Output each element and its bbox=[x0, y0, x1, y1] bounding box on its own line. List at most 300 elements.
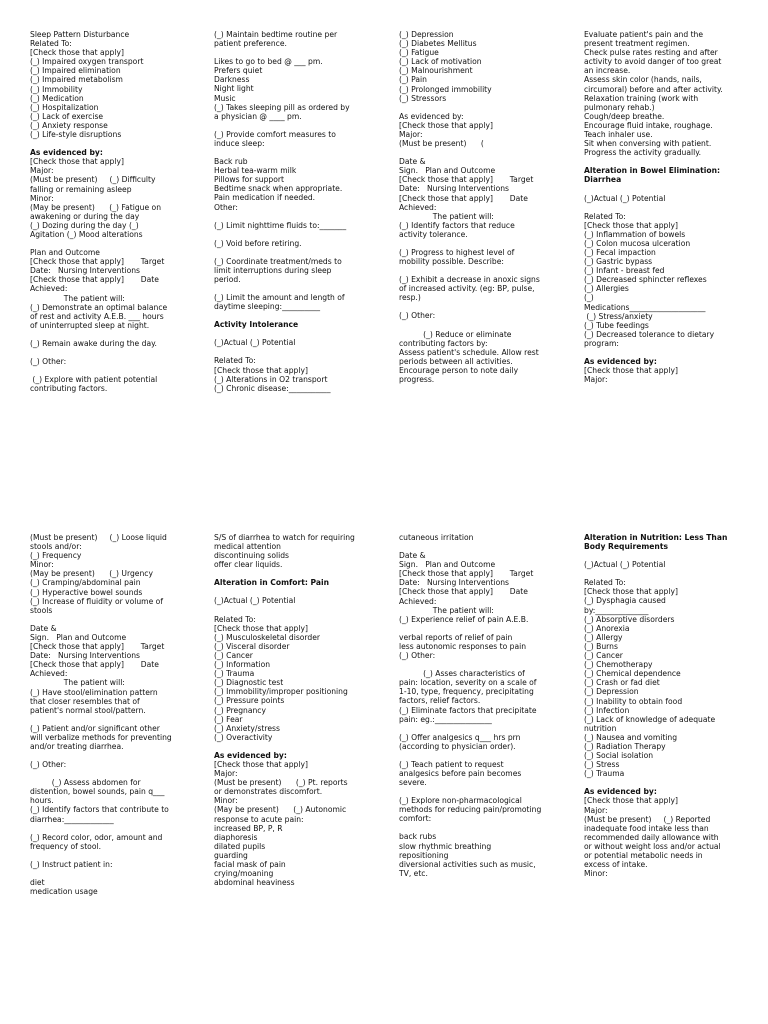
text-line: The patient will: bbox=[30, 293, 125, 303]
bottom-column-3 bbox=[399, 533, 577, 878]
top-column-2 bbox=[214, 30, 392, 393]
text-line: diversional activities such as music, bbox=[399, 859, 536, 869]
text-line: As evidenced by: bbox=[399, 111, 464, 121]
line-gap bbox=[30, 715, 208, 724]
text-line: or demonstrates discomfort. bbox=[214, 787, 323, 797]
text-line: (_) Impaired oxygen transport bbox=[30, 57, 144, 67]
line-gap bbox=[584, 569, 762, 578]
text-line: diet bbox=[30, 877, 45, 887]
text-line: (_) Stress/anxiety bbox=[584, 311, 653, 321]
text-line: (_) Pain bbox=[399, 75, 427, 85]
text-line: (_) Gastric bypass bbox=[584, 257, 653, 267]
line-gap bbox=[30, 615, 208, 624]
text-line: (_) Dozing during the day (_) bbox=[30, 220, 139, 230]
text-line: methods for reducing pain/promoting bbox=[399, 805, 542, 815]
text-line: inadequate food intake less than bbox=[584, 823, 709, 833]
text-line: (_) Identify factors that reduce bbox=[399, 220, 515, 230]
text-line: (_) Trauma bbox=[584, 769, 625, 779]
text-line: (_) Chemical dependence bbox=[584, 669, 681, 679]
text-line: discontinuing solids bbox=[214, 551, 289, 561]
line-gap bbox=[214, 311, 392, 320]
text-line: (_)Actual (_) Potential bbox=[214, 596, 296, 606]
text-line: by:______________ bbox=[584, 605, 649, 615]
text-line: As evidenced by: bbox=[30, 148, 103, 158]
line-gap bbox=[30, 769, 208, 778]
text-line: (_) Explore non-pharmacological bbox=[399, 796, 522, 806]
line-gap bbox=[399, 624, 577, 633]
text-line: progress. bbox=[399, 375, 435, 384]
text-line: (May be present) (_) Autonomic bbox=[214, 805, 347, 815]
text-line: pain: eg.:_______________ bbox=[399, 714, 492, 724]
text-line: Sign. Plan and Outcome bbox=[30, 632, 127, 642]
text-line: (_) Malnourishment bbox=[399, 66, 473, 76]
text-line: [Check those that apply] bbox=[214, 365, 308, 375]
text-line: (_) Pressure points bbox=[214, 696, 285, 706]
text-line: S/S of diarrhea to watch for requiring bbox=[214, 533, 355, 542]
text-line: circumoral) before and after activity. bbox=[584, 84, 723, 94]
line-gap bbox=[30, 824, 208, 833]
text-line: patient preference. bbox=[214, 39, 287, 49]
text-line: hours. bbox=[30, 796, 54, 806]
text-line: contributing factors by: bbox=[399, 338, 488, 348]
text-line: (_) Trauma bbox=[214, 669, 255, 679]
line-gap bbox=[584, 778, 762, 787]
text-line: Sign. Plan and Outcome bbox=[399, 166, 496, 176]
text-line: limit interruptions during sleep bbox=[214, 265, 332, 275]
line-gap bbox=[214, 48, 392, 57]
text-line: Achieved: bbox=[399, 202, 437, 212]
text-line: (_)Actual (_) Potential bbox=[214, 338, 296, 348]
text-line: [Check those that apply] bbox=[30, 157, 124, 167]
text-line: Major: bbox=[584, 805, 608, 815]
text-line: (_) Musculoskeletal disorder bbox=[214, 632, 321, 642]
text-line: (_) Remain awake during the day. bbox=[30, 338, 157, 348]
line-gap bbox=[214, 587, 392, 596]
text-line: (_) Increase of fluidity or volume of bbox=[30, 596, 163, 606]
text-line: periods between all activities. bbox=[399, 356, 513, 366]
text-line: (_) Record color, odor, amount and bbox=[30, 832, 163, 842]
text-line: (_) Cancer bbox=[584, 651, 623, 661]
text-line: (_) Stress bbox=[584, 760, 620, 770]
text-line: (_) Cancer bbox=[214, 650, 253, 660]
text-line: of rest and activity A.E.B. ___ hours bbox=[30, 311, 164, 321]
line-gap bbox=[399, 724, 577, 733]
line-gap bbox=[584, 185, 762, 194]
text-line: less autonomic responses to pain bbox=[399, 641, 527, 651]
text-line: (_) Lack of knowledge of adequate bbox=[584, 714, 716, 724]
text-line: pain: location, severity on a scale of bbox=[399, 678, 537, 688]
text-line: abdominal heaviness bbox=[214, 878, 295, 888]
text-line: or without weight loss and/or actual bbox=[584, 841, 721, 851]
text-line: The patient will: bbox=[399, 211, 494, 221]
text-line: (_) Diabetes Mellitus bbox=[399, 39, 477, 49]
text-line: Assess skin color (hands, nails, bbox=[584, 75, 702, 85]
text-line: (_) Inability to obtain food bbox=[584, 696, 683, 706]
text-line: (_) Reduce or eliminate bbox=[399, 329, 512, 339]
text-line: (_) Frequency bbox=[30, 551, 82, 561]
text-line: Cough/deep breathe. bbox=[584, 111, 665, 121]
text-line: Activity Intolerance bbox=[214, 320, 299, 330]
text-line: Sleep Pattern Disturbance bbox=[30, 30, 130, 39]
line-gap bbox=[399, 302, 577, 311]
text-line: (_) Chronic disease:___________ bbox=[214, 383, 331, 393]
text-line: repositioning bbox=[399, 850, 449, 860]
text-line: (_) Cramping/abdominal pain bbox=[30, 578, 141, 588]
text-line: (_) Offer analgesics q___ hrs prn bbox=[399, 732, 521, 742]
text-line: (_) Crash or fad diet bbox=[584, 678, 660, 688]
text-line: (_) Immobility/improper positioning bbox=[214, 687, 348, 697]
text-line: (_) Assess abdomen for bbox=[30, 778, 141, 788]
text-line: crying/moaning bbox=[214, 869, 274, 879]
text-line: The patient will: bbox=[399, 605, 494, 615]
text-line: severe. bbox=[399, 778, 427, 788]
text-line: (_) Stressors bbox=[399, 93, 447, 103]
text-line: (_) Anxiety/stress bbox=[214, 723, 280, 733]
text-line: [Check those that apply] bbox=[584, 366, 678, 376]
text-line: of uninterrupted sleep at night. bbox=[30, 320, 150, 330]
text-line: program: bbox=[584, 338, 619, 348]
text-line: TV, etc. bbox=[399, 868, 428, 878]
line-gap bbox=[30, 239, 208, 248]
text-line: (_) Burns bbox=[584, 641, 618, 651]
text-line: activity to avoid danger of too great bbox=[584, 57, 722, 67]
text-line: Other: bbox=[214, 202, 238, 212]
line-gap bbox=[399, 660, 577, 669]
text-line: that closer resembles that of bbox=[30, 696, 140, 706]
text-line: (_) Information bbox=[214, 660, 271, 670]
text-line: [Check those that apply] Target bbox=[30, 642, 165, 652]
line-gap bbox=[214, 230, 392, 239]
text-line: [Check those that apply] bbox=[399, 120, 493, 130]
text-line: (_) Provide comfort measures to bbox=[214, 129, 336, 139]
line-gap bbox=[399, 751, 577, 760]
text-line: (_) Colon mucosa ulceration bbox=[584, 238, 691, 248]
text-line: (_) Decreased sphincter reflexes bbox=[584, 275, 707, 285]
text-line: (_) Progress to highest level of bbox=[399, 247, 515, 257]
text-line: back rubs bbox=[399, 832, 437, 842]
text-line: Pillows for support bbox=[214, 175, 284, 185]
text-line: (_) Depression bbox=[399, 30, 454, 39]
text-line: Major: bbox=[214, 769, 238, 779]
text-line: resp.) bbox=[399, 293, 421, 303]
text-line: Body Requirements bbox=[584, 542, 668, 552]
text-line: (_) Absorptive disorders bbox=[584, 614, 675, 624]
text-line: (_) Life-style disruptions bbox=[30, 130, 122, 140]
text-line: (_) Demonstrate an optimal balance bbox=[30, 302, 168, 312]
text-line: Minor: bbox=[30, 560, 54, 570]
text-line: recommended daily allowance with bbox=[584, 832, 719, 842]
text-line: (_) Visceral disorder bbox=[214, 641, 290, 651]
line-gap bbox=[399, 321, 577, 330]
text-line: [Check those that apply] Date bbox=[399, 587, 528, 597]
text-line: Alteration in Bowel Elimination: bbox=[584, 166, 721, 176]
text-line: (_) Have stool/elimination pattern bbox=[30, 687, 158, 697]
text-line: (_) bbox=[584, 293, 594, 303]
text-line: Back rub bbox=[214, 157, 248, 167]
text-line: [Check those that apply] bbox=[214, 759, 308, 769]
line-gap bbox=[399, 266, 577, 275]
text-line: Night light bbox=[214, 84, 254, 94]
text-line: daytime sleeping:__________ bbox=[214, 302, 321, 312]
text-line: diaphoresis bbox=[214, 832, 258, 842]
line-gap bbox=[584, 348, 762, 357]
text-line: Alteration in Comfort: Pain bbox=[214, 578, 330, 588]
text-line: (_) Hospitalization bbox=[30, 102, 99, 112]
text-line: The patient will: bbox=[30, 678, 125, 688]
text-line: (_) Prolonged immobility bbox=[399, 84, 492, 94]
line-gap bbox=[214, 284, 392, 293]
line-gap bbox=[30, 348, 208, 357]
text-line: (_) Hyperactive bowel sounds bbox=[30, 587, 143, 597]
text-line: pulmonary rehab.) bbox=[584, 102, 655, 112]
text-line: [Check those that apply] bbox=[584, 796, 678, 806]
line-gap bbox=[30, 366, 208, 375]
text-line: and/or treating diarrhea. bbox=[30, 741, 124, 751]
text-line: (_) Lack of motivation bbox=[399, 57, 482, 67]
line-gap bbox=[214, 148, 392, 157]
text-line: (_) Impaired elimination bbox=[30, 66, 121, 76]
text-line: Assess patient's schedule. Allow rest bbox=[399, 347, 539, 357]
text-line: (_) Limit the amount and length of bbox=[214, 293, 345, 303]
text-line: increased BP, P, R bbox=[214, 823, 283, 833]
text-line: (_) Other: bbox=[30, 760, 67, 770]
text-line: (_) Instruct patient in: bbox=[30, 859, 113, 869]
text-line: excess of intake. bbox=[584, 860, 648, 870]
text-line: Herbal tea-warm milk bbox=[214, 166, 297, 176]
text-line: (_) Explore with patient potential bbox=[30, 375, 158, 385]
text-line: [Check those that apply] Target bbox=[399, 175, 534, 185]
text-line: (_)Actual (_) Potential bbox=[584, 193, 666, 203]
text-line: Medications____________________ bbox=[584, 302, 706, 312]
text-line: (_) Radiation Therapy bbox=[584, 741, 666, 751]
text-line: (_) Takes sleeping pill as ordered by bbox=[214, 102, 350, 112]
text-line: Major: bbox=[399, 129, 423, 139]
text-line: Date: Nursing Interventions bbox=[30, 651, 140, 661]
line-gap bbox=[399, 542, 577, 551]
text-line: (May be present) (_) Fatigue on bbox=[30, 202, 162, 212]
text-line: Plan and Outcome bbox=[30, 248, 100, 258]
text-line: (_) Other: bbox=[30, 357, 67, 366]
text-line: period. bbox=[214, 274, 241, 284]
text-line: Music bbox=[214, 93, 236, 103]
text-line: (_) Allergies bbox=[584, 284, 629, 294]
text-line: (_) Diagnostic test bbox=[214, 678, 284, 688]
text-line: (_) Dysphagia caused bbox=[584, 596, 666, 606]
text-line: (_) Patient and/or significant other bbox=[30, 723, 160, 733]
text-line: or potential metabolic needs in bbox=[584, 851, 703, 860]
text-line: (_) Identify factors that contribute to bbox=[30, 805, 169, 815]
text-line: Encourage fluid intake, roughage. bbox=[584, 120, 713, 130]
text-line: Pain medication if needed. bbox=[214, 193, 316, 203]
text-line: 1-10, type, frequency, precipitating bbox=[399, 687, 534, 697]
text-line: Likes to go to bed @ ___ pm. bbox=[214, 57, 323, 67]
text-line: nutrition bbox=[584, 723, 617, 733]
text-line: [Check those that apply] Date bbox=[30, 660, 159, 670]
text-line: response to acute pain: bbox=[214, 814, 304, 824]
text-line: (_) Fecal impaction bbox=[584, 247, 656, 257]
text-line: (_) Medication bbox=[30, 93, 84, 103]
text-line: distention, bowel sounds, pain q___ bbox=[30, 787, 165, 797]
text-line: a physician @ ____ pm. bbox=[214, 111, 302, 121]
text-line: (_) Other: bbox=[399, 651, 436, 661]
line-gap bbox=[30, 751, 208, 760]
text-line: (according to physician order). bbox=[399, 741, 516, 751]
text-line: (_) Tube feedings bbox=[584, 320, 649, 330]
line-gap bbox=[399, 103, 577, 112]
text-line: patient's normal stool/pattern. bbox=[30, 705, 146, 715]
text-line: (_) Alterations in O2 transport bbox=[214, 374, 328, 384]
text-line: Agitation (_) Mood alterations bbox=[30, 229, 143, 239]
text-line: frequency of stool. bbox=[30, 841, 101, 851]
text-line: (_) Depression bbox=[584, 687, 639, 697]
line-gap bbox=[584, 157, 762, 166]
text-line: mobility possible. Describe: bbox=[399, 257, 504, 267]
text-line: (Must be present) (_) Difficulty bbox=[30, 175, 156, 185]
text-line: Sign. Plan and Outcome bbox=[399, 560, 496, 570]
text-line: (_) Infant - breast fed bbox=[584, 266, 665, 276]
text-line: analgesics before pain becomes bbox=[399, 768, 522, 778]
text-line: Achieved: bbox=[30, 669, 68, 679]
text-line: [Check those that apply] Date bbox=[30, 275, 159, 285]
text-line: (_) Inflammation of bowels bbox=[584, 229, 686, 239]
bottom-column-1 bbox=[30, 533, 208, 896]
text-line: (_) Void before retiring. bbox=[214, 238, 302, 248]
text-line: (_) Experience relief of pain A.E.B. bbox=[399, 614, 529, 624]
text-line: Darkness bbox=[214, 75, 250, 85]
text-line: [Check those that apply] Target bbox=[30, 257, 165, 267]
text-line: an increase. bbox=[584, 66, 631, 76]
text-line: (_) Asses characteristics of bbox=[399, 669, 525, 679]
text-line: Evaluate patient's pain and the bbox=[584, 30, 704, 39]
text-line: awakening or during the day bbox=[30, 211, 140, 221]
text-line: [Check those that apply] Target bbox=[399, 569, 534, 579]
text-line: Relaxation training (work with bbox=[584, 93, 699, 103]
text-line: Date: Nursing Interventions bbox=[30, 266, 140, 276]
line-gap bbox=[214, 329, 392, 338]
text-line: (May be present) (_) Urgency bbox=[30, 569, 153, 579]
text-line: Alteration in Nutrition: Less Than bbox=[584, 533, 728, 542]
text-line: (_) Infection bbox=[584, 705, 630, 715]
text-line: medical attention bbox=[214, 542, 281, 552]
text-line: (_) Eliminate factors that precipitate bbox=[399, 705, 537, 715]
text-line: (_) Limit nighttime fluids to:_______ bbox=[214, 220, 347, 230]
text-line: Date & bbox=[30, 623, 57, 633]
text-line: Date: Nursing Interventions bbox=[399, 578, 509, 588]
top-column-4 bbox=[584, 30, 762, 384]
line-gap bbox=[399, 787, 577, 796]
text-line: (Must be present) (_) Reported bbox=[584, 814, 711, 824]
line-gap bbox=[584, 551, 762, 560]
text-line: Achieved: bbox=[30, 284, 68, 294]
text-line: Related To: bbox=[214, 614, 256, 624]
text-line: verbal reports of relief of pain bbox=[399, 632, 513, 642]
line-gap bbox=[30, 869, 208, 878]
text-line: (_) Chemotherapy bbox=[584, 660, 653, 670]
text-line: (_)Actual (_) Potential bbox=[584, 560, 666, 570]
text-line: [Check those that apply] bbox=[584, 587, 678, 597]
top-column-1 bbox=[30, 30, 208, 393]
text-line: will verbalize methods for preventing bbox=[30, 732, 172, 742]
text-line: (_) Immobility bbox=[30, 84, 83, 94]
text-line: Minor: bbox=[30, 193, 54, 203]
text-line: Related To: bbox=[30, 39, 72, 49]
text-line: Major: bbox=[30, 166, 54, 176]
line-gap bbox=[214, 606, 392, 615]
text-line: As evidenced by: bbox=[584, 787, 657, 797]
line-gap bbox=[214, 248, 392, 257]
text-line: (_) Teach patient to request bbox=[399, 759, 504, 769]
text-line: (_) Pregnancy bbox=[214, 705, 266, 715]
text-line: dilated pupils bbox=[214, 841, 266, 851]
text-line: (_) Coordinate treatment/meds to bbox=[214, 256, 342, 266]
text-line: Progress the activity gradually. bbox=[584, 148, 702, 158]
line-gap bbox=[214, 121, 392, 130]
bottom-column-2 bbox=[214, 533, 392, 887]
text-line: Date & bbox=[399, 551, 426, 561]
text-line: (_) Decreased tolerance to dietary bbox=[584, 329, 715, 339]
text-line: stools and/or: bbox=[30, 542, 82, 552]
text-line: guarding bbox=[214, 850, 248, 860]
text-line: cutaneous irritation bbox=[399, 533, 474, 542]
text-line: (_) Anorexia bbox=[584, 623, 630, 633]
text-line: Date: Nursing Interventions bbox=[399, 184, 509, 194]
text-line: Date & bbox=[399, 157, 426, 167]
text-line: medication usage bbox=[30, 887, 98, 896]
text-line: (_) Other: bbox=[399, 311, 436, 321]
text-line: Diarrhea bbox=[584, 175, 622, 185]
line-gap bbox=[399, 823, 577, 832]
line-gap bbox=[399, 239, 577, 248]
text-line: [Check those that apply] Date bbox=[399, 193, 528, 203]
line-gap bbox=[214, 347, 392, 356]
text-line: Prefers quiet bbox=[214, 66, 263, 76]
text-line: (_) Exhibit a decrease in anoxic signs bbox=[399, 275, 540, 285]
text-line: (_) Nausea and vomiting bbox=[584, 732, 678, 742]
text-line: Check pulse rates resting and after bbox=[584, 48, 718, 58]
text-line: present treatment regimen. bbox=[584, 39, 690, 49]
text-line: (_) Impaired metabolism bbox=[30, 75, 123, 85]
line-gap bbox=[214, 569, 392, 578]
text-line: Major: bbox=[584, 375, 608, 385]
text-line: contributing factors. bbox=[30, 384, 108, 394]
text-line: (Must be present) (_) Loose liquid bbox=[30, 533, 167, 542]
text-line: Bedtime snack when appropriate. bbox=[214, 184, 343, 194]
text-line: (_) Fear bbox=[214, 714, 243, 724]
line-gap bbox=[399, 148, 577, 157]
text-line: (_) Fatigue bbox=[399, 48, 439, 58]
text-line: (_) Maintain bedtime routine per bbox=[214, 30, 338, 39]
text-line: offer clear liquids. bbox=[214, 560, 283, 570]
text-line: induce sleep: bbox=[214, 138, 265, 148]
text-line: facial mask of pain bbox=[214, 860, 286, 869]
text-line: Teach inhaler use. bbox=[584, 130, 653, 140]
text-line: (Must be present) (_) Pt. reports bbox=[214, 778, 348, 788]
text-line: (_) Social isolation bbox=[584, 751, 654, 761]
text-line: As evidenced by: bbox=[214, 750, 287, 760]
line-gap bbox=[214, 742, 392, 751]
bottom-column-4 bbox=[584, 533, 762, 878]
text-line: (_) Lack of exercise bbox=[30, 111, 104, 121]
line-gap bbox=[30, 851, 208, 860]
line-gap bbox=[30, 139, 208, 148]
text-line: (Must be present) ( bbox=[399, 139, 484, 149]
text-line: Achieved: bbox=[399, 596, 437, 606]
text-line: of increased activity. (eg: BP, pulse, bbox=[399, 284, 535, 294]
text-line: falling or remaining asleep bbox=[30, 184, 132, 194]
line-gap bbox=[584, 203, 762, 212]
text-line: [Check those that apply] bbox=[584, 220, 678, 230]
text-line: Related To: bbox=[214, 356, 256, 366]
